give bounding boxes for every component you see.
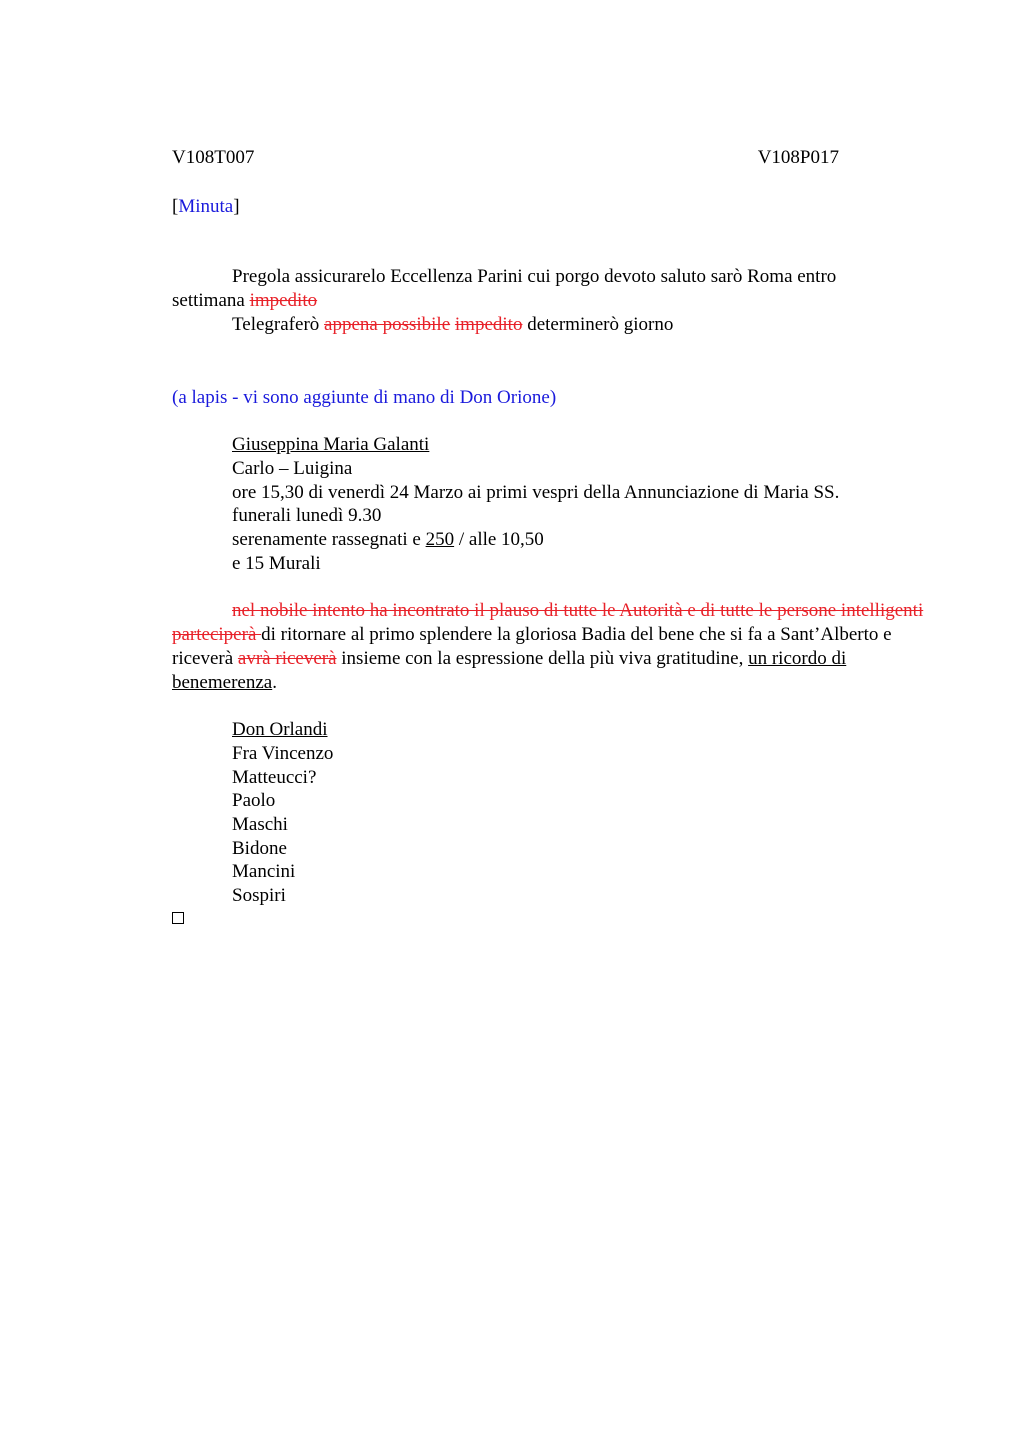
list-item: Fra Vincenzo — [232, 742, 334, 764]
deleted-text: nel nobile intento ha incontrato il plauso di tutte le Autorità e di tutte le persone intelligenti parteciperà — [172, 600, 924, 646]
deleted-text: avrà riceverà — [237, 647, 337, 669]
telegram-line-2: settimana impedito — [172, 290, 318, 312]
document-content — [172, 146, 924, 924]
telegram-text — [172, 265, 924, 336]
pencil-note: (a lapis - vi sono aggiunte di mano di Don Orione) — [172, 386, 557, 408]
list-item: Bidone — [232, 837, 287, 859]
notes-name: Giuseppina Maria Galanti — [232, 434, 430, 456]
left-code: V108T007 — [172, 147, 255, 168]
notes-block — [172, 433, 924, 575]
list-item: Matteucci? — [232, 766, 317, 788]
deleted-text: impedito — [454, 313, 523, 335]
document-header — [172, 146, 839, 170]
main-paragraph: nel nobile intento ha incontrato il plauso di tutte le Autorità e di tutte le persone intelligenti parteciperà di ritornare al primo splendere la gloriosa Badia del bene che si fa a Sant’Alberto e riceverà avrà riceverà insieme con la espressione della più viva gratitudine, un ricordo di benemerenza. — [172, 600, 924, 693]
notes-line: serenamente rassegnati e 250 / alle 10,50 — [232, 529, 544, 551]
telegram-line-1: Pregola assicurarelo Eccellenza Parini cui porgo devoto saluto sarò Roma entro — [232, 266, 837, 288]
deleted-text: appena possibile — [324, 313, 451, 335]
list-item: Maschi — [232, 814, 288, 836]
right-code: V108P017 — [757, 147, 839, 168]
notes-line: e 15 Murali — [232, 552, 321, 574]
notes-line: Carlo – Luigina — [232, 457, 353, 479]
checkbox-icon — [172, 912, 184, 924]
list-item: Sospiri — [232, 885, 286, 907]
notes-line: funerali lunedì 9.30 — [232, 505, 382, 527]
notes-line: ore 15,30 di venerdì 24 Marzo ai primi vespri della Annunciazione di Maria SS. — [232, 481, 840, 503]
minuta-tag: [Minuta] — [172, 195, 240, 217]
underlined-text: un ricordo di benemerenza — [172, 647, 847, 693]
minuta-label: Minuta — [178, 195, 234, 217]
names-title: Don Orlandi — [232, 719, 328, 741]
telegram-line-3: Telegraferò appena possibile impedito determinerò giorno — [232, 313, 674, 335]
names-list — [172, 718, 924, 908]
list-item: Paolo — [232, 790, 276, 812]
list-item: Mancini — [232, 861, 296, 883]
deleted-text: impedito — [249, 290, 318, 312]
